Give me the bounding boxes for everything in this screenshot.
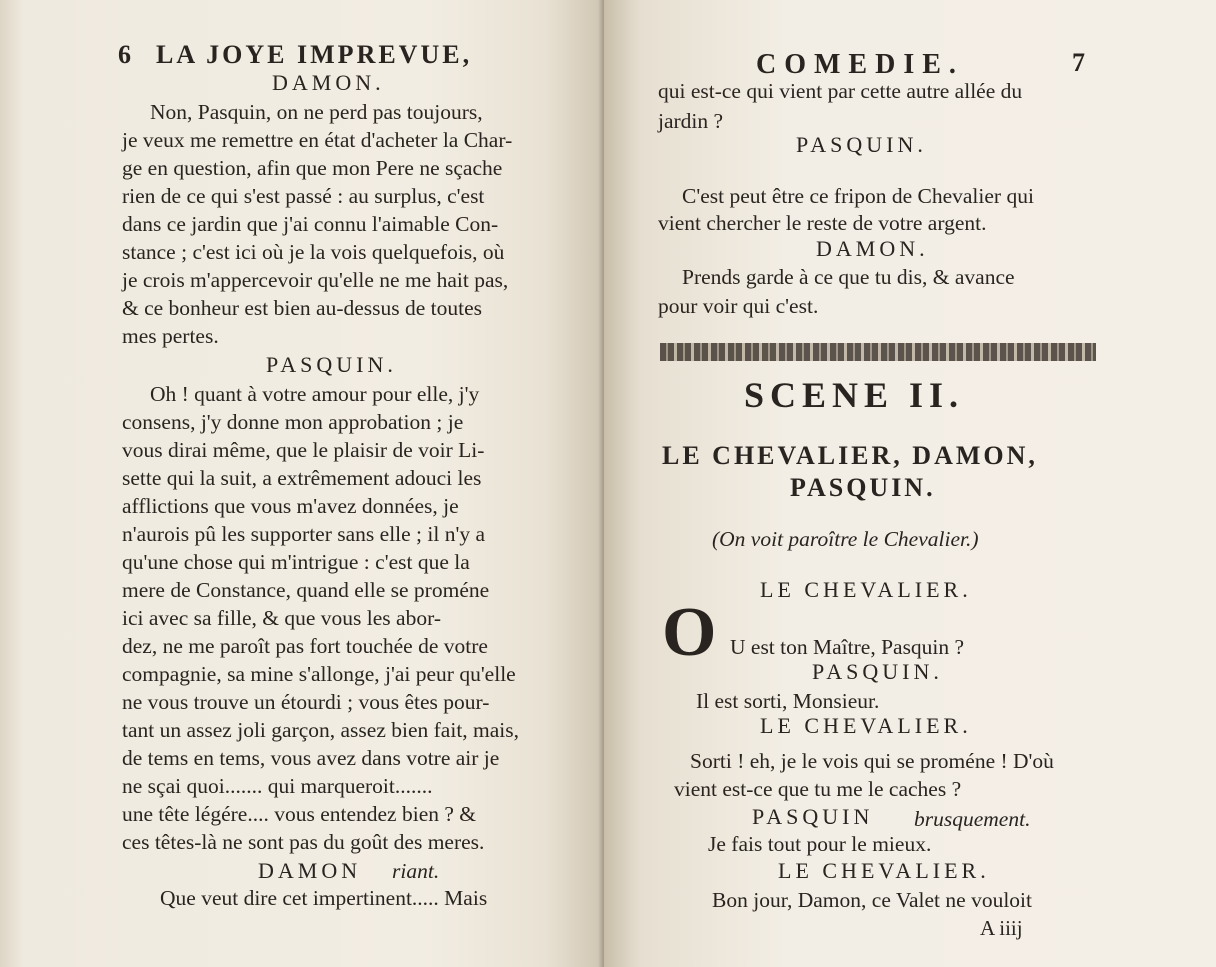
stage-direction: (On voit paroître le Chevalier.) [712, 527, 979, 551]
text-line: Que veut dire cet impertinent..... Mais [160, 886, 488, 910]
left-page [0, 0, 604, 967]
speaker-name: LE CHEVALIER. [760, 577, 972, 602]
text-line: de tems en tems, vous avez dans votre air je [122, 746, 500, 770]
ornament-band [660, 343, 1096, 361]
text-line: vient est-ce que tu me le caches ? [674, 777, 962, 801]
text-line: dez, ne me paroît pas fort touchée de votre [122, 634, 488, 658]
text-line: tant un assez joli garçon, assez bien fait, mais, [122, 718, 520, 742]
text-line: C'est peut être ce fripon de Chevalier qui [682, 184, 1034, 208]
text-line: Je fais tout pour le mieux. [708, 832, 932, 856]
text-line: qui est-ce qui vient par cette autre allée du [658, 79, 1023, 103]
stage-direction: brusquement. [914, 807, 1031, 831]
text-line: ces têtes-là ne sont pas du goût des meres. [122, 830, 485, 854]
text-line: Prends garde à ce que tu dis, & avance [682, 265, 1015, 289]
running-head: COMEDIE. [756, 49, 964, 80]
text-line: dans ce jardin que j'ai connu l'aimable Con- [122, 212, 499, 236]
speaker-name: LE CHEVALIER. [760, 713, 972, 738]
text-line: je crois m'appercevoir qu'elle ne me hait pas, [122, 268, 509, 292]
text-line: vient chercher le reste de votre argent. [658, 211, 987, 235]
text-line: ici avec sa fille, & que vous les abor- [122, 606, 441, 630]
cast-line: LE CHEVALIER, DAMON, [662, 441, 1038, 470]
text-line: Bon jour, Damon, ce Valet ne vouloit [712, 888, 1032, 912]
text-line: consens, j'y donne mon approbation ; je [122, 410, 464, 434]
text-line: Non, Pasquin, on ne perd pas toujours, [150, 100, 483, 124]
text-line: sette qui la suit, a extrêmement adouci les [122, 466, 482, 490]
text-line: & ce bonheur est bien au-dessus de toutes [122, 296, 483, 320]
speaker-name: PASQUIN [752, 804, 874, 829]
drop-cap: O [662, 594, 717, 671]
text-line: Sorti ! eh, je le vois qui se proméne ! D'où [690, 749, 1054, 773]
text-line: qu'une chose qui m'intrigue : c'est que la [122, 550, 470, 574]
speaker-name: DAMON [258, 858, 362, 883]
stage-direction: riant. [392, 859, 440, 883]
text-line: une tête légére.... vous entendez bien ? & [122, 802, 477, 826]
speaker-name: DAMON. [816, 236, 929, 261]
text-line: vous dirai même, que le plaisir de voir Li- [122, 438, 485, 462]
scene-title: SCENE II. [744, 375, 965, 415]
right-page [604, 0, 1216, 967]
text-line: mes pertes. [122, 324, 219, 348]
cast-line: PASQUIN. [790, 473, 936, 502]
text-line: Il est sorti, Monsieur. [696, 689, 880, 713]
text-line: U est ton Maître, Pasquin ? [730, 635, 965, 659]
page-number: 7 [1072, 48, 1085, 77]
text-line: pour voir qui c'est. [658, 294, 819, 318]
text-line: mere de Constance, quand elle se proméne [122, 578, 490, 602]
page-number: 6 [118, 40, 131, 69]
text-line: jardin ? [658, 109, 724, 133]
text-line: compagnie, sa mine s'allonge, j'ai peur qu'elle [122, 662, 516, 686]
text-line: rien de ce qui s'est passé : au surplus, c'est [122, 184, 485, 208]
text-line: ge en question, afin que mon Pere ne sçache [122, 156, 503, 180]
running-head: LA JOYE IMPREVUE, [156, 40, 473, 69]
speaker-name: LE CHEVALIER. [778, 858, 990, 883]
speaker-name: PASQUIN. [266, 352, 397, 377]
text-line: ne vous trouve un étourdi ; vous êtes pour- [122, 690, 490, 714]
speaker-name: PASQUIN. [796, 132, 927, 157]
speaker-name: DAMON. [272, 70, 385, 95]
text-line: n'aurois pû les supporter sans elle ; il n'y a [122, 522, 486, 546]
signature-mark: A iiij [980, 916, 1023, 940]
text-line: Oh ! quant à votre amour pour elle, j'y [150, 382, 480, 406]
text-line: ne sçai quoi....... qui marqueroit....... [122, 774, 433, 798]
text-line: je veux me remettre en état d'acheter la Char- [122, 128, 513, 152]
text-line: afflictions que vous m'avez données, je [122, 494, 459, 518]
speaker-name: PASQUIN. [812, 659, 943, 684]
text-line: stance ; c'est ici où je la vois quelquefois, où [122, 240, 505, 264]
